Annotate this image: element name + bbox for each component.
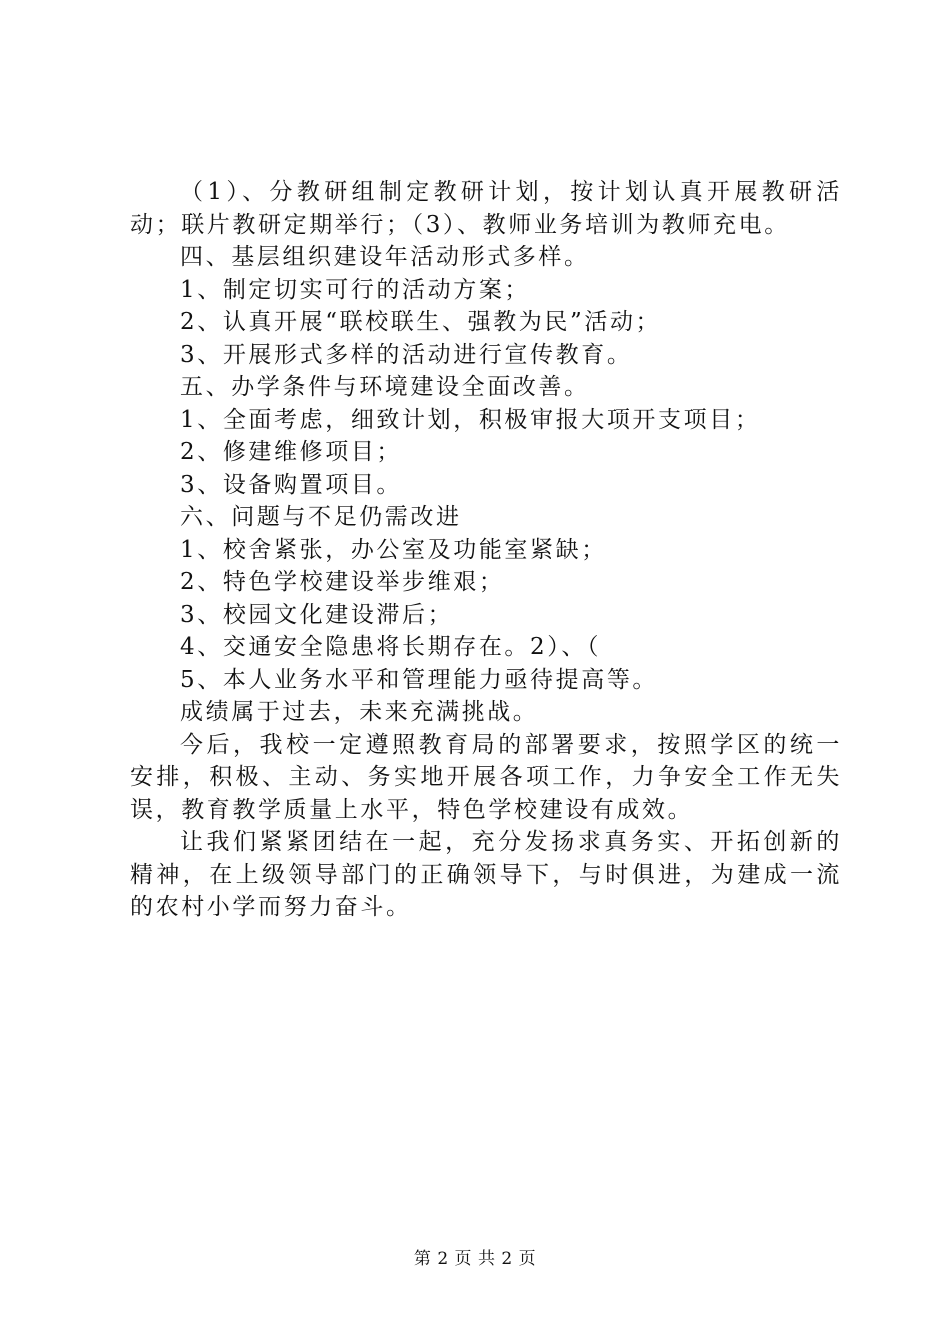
list-item: 2、认真开展“联校联生、强教为民”活动；	[180, 309, 662, 335]
list-item: 3、校园文化建设滞后；	[180, 601, 454, 628]
document-body	[130, 176, 842, 924]
page-number-footer: 第 2 页 共 2 页	[413, 1249, 537, 1269]
paragraph-teaching-research: （1）、分教研组制定教研计划，按计划认真开展教研活动；联片教研定期举行；（3）、教师业务培训为教师充电。	[130, 179, 842, 238]
heading-section-six: 六、问题与不足仍需改进	[180, 504, 462, 530]
list-item: 4、交通安全隐患将长期存在。2）、（	[180, 634, 602, 660]
list-item: 1、全面考虑，细致计划，积极审报大项开支项目；	[180, 406, 761, 433]
list-item: 2、特色学校建设举步维艰；	[180, 569, 505, 595]
list-item: 3、开展形式多样的活动进行宣传教育。	[180, 341, 633, 368]
heading-section-four: 四、基层组织建设年活动形式多样。	[180, 244, 590, 270]
list-item: 2、修建维修项目；	[180, 439, 403, 465]
heading-section-five: 五、办学条件与环境建设全面改善。	[180, 374, 590, 400]
paragraph-closing: 让我们紧紧团结在一起，充分发扬求真务实、开拓创新的精神，在上级领导部门的正确领导下，与时俱进，为建成一流的农村小学而努力奋斗。	[130, 829, 842, 920]
paragraph-summary: 成绩属于过去，未来充满挑战。	[180, 699, 539, 725]
paragraph-future-plan: 今后，我校一定遵照教育局的部署要求，按照学区的统一安排，积极、主动、务实地开展各项工作，力争安全工作无失误，教育教学质量上水平，特色学校建设有成效。	[130, 731, 842, 823]
list-item: 3、设备购置项目。	[180, 471, 403, 498]
list-item: 1、校舍紧张，办公室及功能室紧缺；	[180, 536, 607, 563]
list-item: 5、本人业务水平和管理能力亟待提高等。	[180, 666, 659, 693]
list-item: 1、制定切实可行的活动方案；	[180, 276, 531, 303]
